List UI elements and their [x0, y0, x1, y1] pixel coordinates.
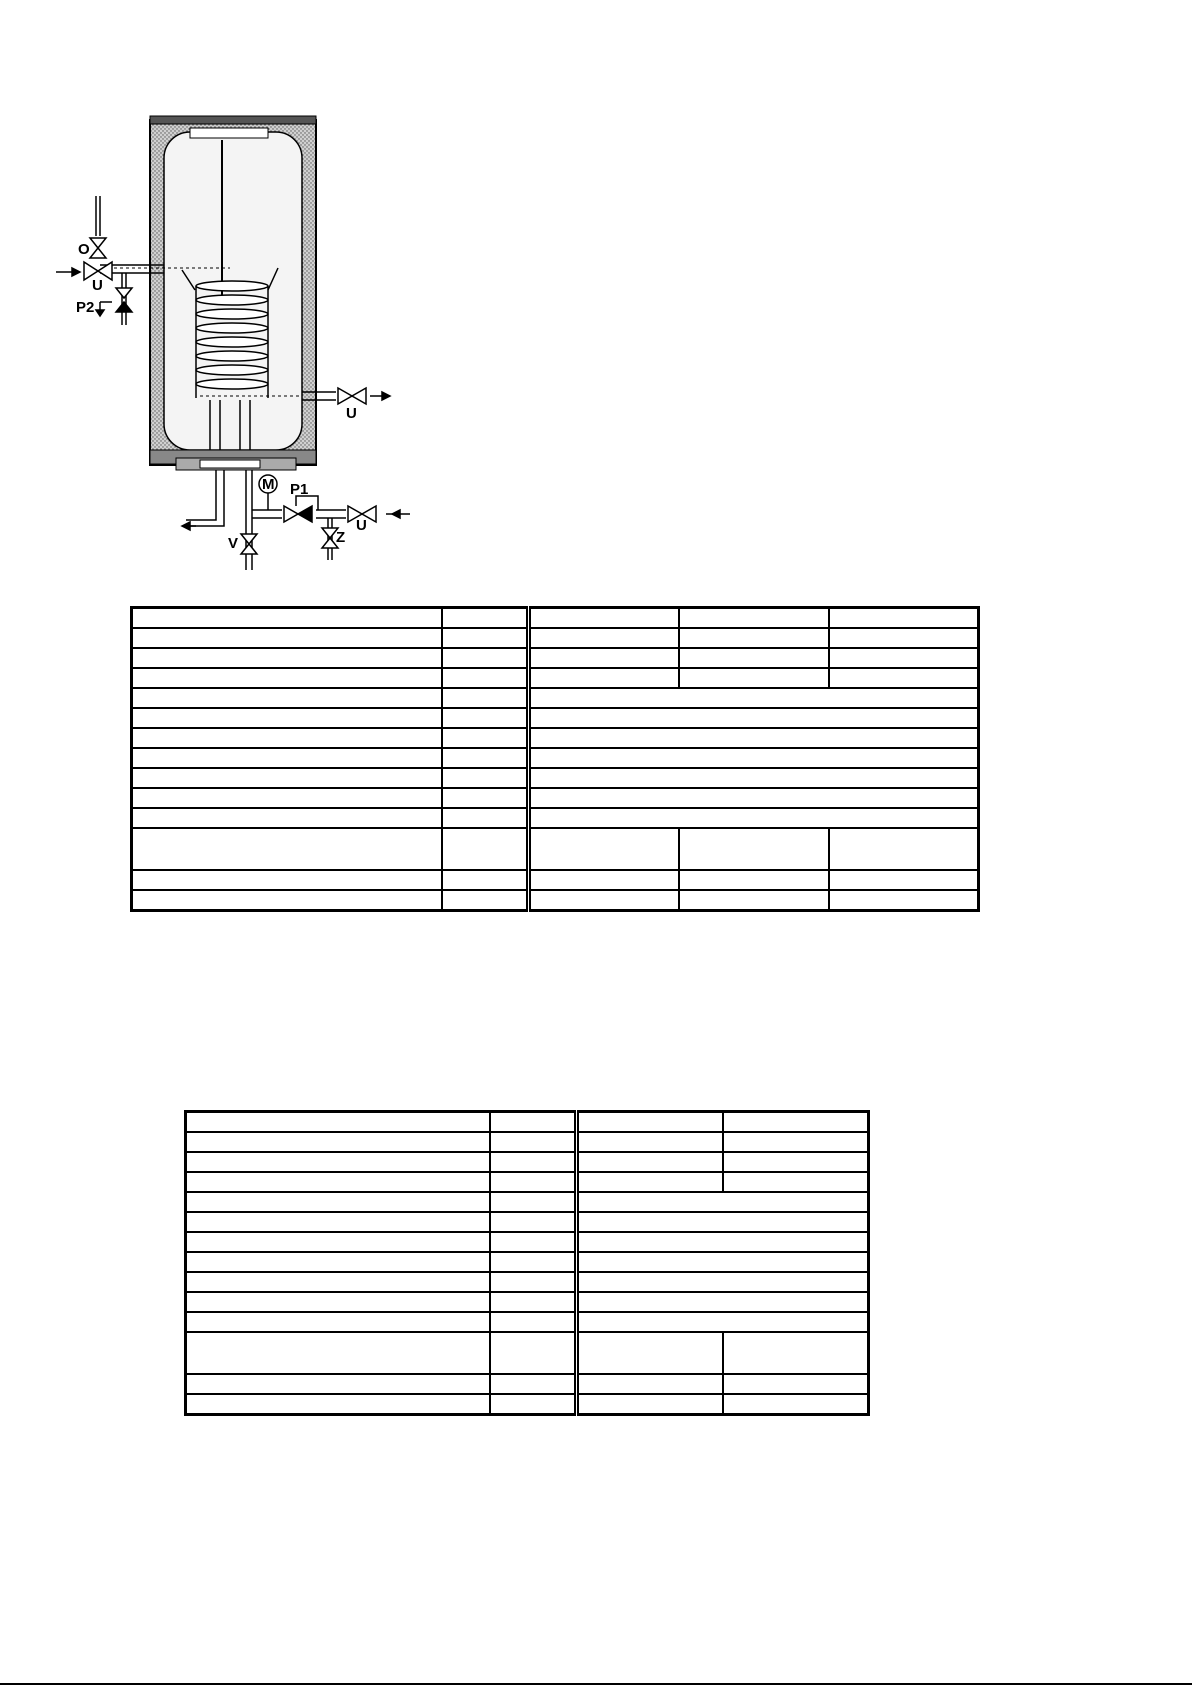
safety-valve-p1-icon	[284, 506, 312, 522]
parameter-cell	[132, 628, 442, 648]
value-cell	[679, 668, 829, 688]
unit-cell	[490, 1374, 577, 1394]
table-row	[132, 688, 979, 708]
unit-cell	[442, 608, 529, 629]
unit-cell	[490, 1232, 577, 1252]
unit-cell	[442, 648, 529, 668]
unit-cell	[490, 1292, 577, 1312]
table-row	[186, 1232, 869, 1252]
value-cell	[529, 748, 979, 768]
table-row	[186, 1272, 869, 1292]
value-cell	[529, 608, 679, 629]
parameter-cell	[132, 648, 442, 668]
value-cell	[679, 608, 829, 629]
unit-cell	[490, 1332, 577, 1374]
table-row	[132, 608, 979, 629]
table-row	[132, 828, 979, 870]
value-cell	[829, 608, 979, 629]
value-cell	[529, 728, 979, 748]
value-cell	[577, 1232, 869, 1252]
table-row	[186, 1252, 869, 1272]
boiler-installation-diagram	[0, 0, 440, 580]
value-cell	[577, 1212, 869, 1232]
spec-table-1	[130, 606, 980, 912]
table-row	[132, 788, 979, 808]
unit-cell	[442, 708, 529, 728]
value-cell	[723, 1132, 869, 1152]
label-z: Z	[336, 529, 346, 546]
valve-v-icon	[241, 534, 257, 554]
value-cell	[577, 1172, 723, 1192]
table-row	[186, 1132, 869, 1152]
value-cell	[679, 870, 829, 890]
value-cell	[723, 1394, 869, 1415]
table-row	[186, 1192, 869, 1212]
value-cell	[723, 1172, 869, 1192]
value-cell	[577, 1252, 869, 1272]
unit-cell	[490, 1172, 577, 1192]
value-cell	[529, 628, 679, 648]
parameter-cell	[132, 748, 442, 768]
value-cell	[829, 870, 979, 890]
table-row	[132, 668, 979, 688]
value-cell	[577, 1272, 869, 1292]
value-cell	[679, 890, 829, 911]
unit-cell	[490, 1112, 577, 1133]
value-cell	[577, 1152, 723, 1172]
label-o: O	[78, 241, 90, 258]
unit-cell	[442, 668, 529, 688]
unit-cell	[490, 1132, 577, 1152]
parameter-cell	[132, 668, 442, 688]
value-cell	[577, 1292, 869, 1312]
table-row	[186, 1172, 869, 1192]
table-row	[132, 808, 979, 828]
parameter-cell	[132, 688, 442, 708]
label-u-inlet: U	[356, 517, 367, 534]
table-row	[186, 1332, 869, 1374]
value-cell	[577, 1192, 869, 1212]
manometer-icon	[259, 475, 277, 493]
value-cell	[577, 1374, 723, 1394]
value-cell	[577, 1132, 723, 1152]
unit-cell	[442, 890, 529, 911]
value-cell	[829, 828, 979, 870]
parameter-cell	[186, 1112, 490, 1133]
parameter-cell	[186, 1312, 490, 1332]
label-v: V	[228, 535, 239, 552]
parameter-cell	[186, 1172, 490, 1192]
unit-cell	[490, 1272, 577, 1292]
parameter-cell	[186, 1212, 490, 1232]
value-cell	[529, 788, 979, 808]
table-row	[132, 890, 979, 911]
parameter-cell	[186, 1252, 490, 1272]
value-cell	[529, 870, 679, 890]
value-cell	[577, 1332, 723, 1374]
parameter-cell	[186, 1374, 490, 1394]
left-circuit	[56, 196, 164, 325]
parameter-cell	[186, 1394, 490, 1415]
label-u-right: U	[346, 405, 357, 422]
table-row	[132, 728, 979, 748]
table-row	[132, 628, 979, 648]
value-cell	[529, 648, 679, 668]
unit-cell	[442, 788, 529, 808]
table-row	[186, 1212, 869, 1232]
unit-cell	[442, 808, 529, 828]
table-row	[186, 1152, 869, 1172]
value-cell	[529, 890, 679, 911]
value-cell	[723, 1374, 869, 1394]
valve-u-right-icon	[338, 388, 366, 404]
unit-cell	[442, 688, 529, 708]
value-cell	[723, 1332, 869, 1374]
parameter-cell	[132, 728, 442, 748]
value-cell	[829, 668, 979, 688]
parameter-cell	[186, 1132, 490, 1152]
value-cell	[829, 648, 979, 668]
unit-cell	[442, 828, 529, 870]
bottom-outlet	[182, 470, 224, 530]
unit-cell	[442, 748, 529, 768]
spec-table-2	[184, 1110, 870, 1416]
value-cell	[679, 628, 829, 648]
unit-cell	[442, 768, 529, 788]
value-cell	[723, 1152, 869, 1172]
label-p2: P2	[76, 299, 95, 316]
parameter-cell	[132, 808, 442, 828]
value-cell	[529, 768, 979, 788]
table-row	[132, 748, 979, 768]
unit-cell	[490, 1152, 577, 1172]
table-row	[132, 648, 979, 668]
parameter-cell	[186, 1272, 490, 1292]
unit-cell	[442, 628, 529, 648]
value-cell	[829, 890, 979, 911]
unit-cell	[490, 1212, 577, 1232]
value-cell	[529, 668, 679, 688]
parameter-cell	[132, 708, 442, 728]
table-row	[186, 1112, 869, 1133]
table-row	[132, 870, 979, 890]
value-cell	[529, 688, 979, 708]
value-cell	[529, 708, 979, 728]
parameter-cell	[186, 1192, 490, 1212]
unit-cell	[490, 1312, 577, 1332]
unit-cell	[490, 1192, 577, 1212]
label-p1: P1	[290, 481, 309, 498]
boiler-casing	[150, 116, 316, 470]
table-row	[186, 1374, 869, 1394]
value-cell	[529, 828, 679, 870]
table-row	[132, 768, 979, 788]
pump-p2-icon	[116, 288, 132, 312]
unit-cell	[490, 1394, 577, 1415]
value-cell	[723, 1112, 869, 1133]
table-row	[132, 708, 979, 728]
label-u-left: U	[92, 277, 103, 294]
value-cell	[577, 1312, 869, 1332]
svg-text:M: M	[262, 476, 275, 493]
parameter-cell	[186, 1152, 490, 1172]
valve-o-icon	[90, 238, 106, 258]
unit-cell	[442, 728, 529, 748]
parameter-cell	[132, 768, 442, 788]
value-cell	[529, 808, 979, 828]
value-cell	[679, 648, 829, 668]
table-row	[186, 1292, 869, 1312]
parameter-cell	[186, 1292, 490, 1312]
table-row	[186, 1394, 869, 1415]
parameter-cell	[186, 1232, 490, 1252]
parameter-cell	[186, 1332, 490, 1374]
parameter-cell	[132, 608, 442, 629]
value-cell	[829, 628, 979, 648]
parameter-cell	[132, 788, 442, 808]
parameter-cell	[132, 870, 442, 890]
unit-cell	[442, 870, 529, 890]
parameter-cell	[132, 890, 442, 911]
unit-cell	[490, 1252, 577, 1272]
parameter-cell	[132, 828, 442, 870]
value-cell	[577, 1394, 723, 1415]
value-cell	[577, 1112, 723, 1133]
table-row	[186, 1312, 869, 1332]
value-cell	[679, 828, 829, 870]
